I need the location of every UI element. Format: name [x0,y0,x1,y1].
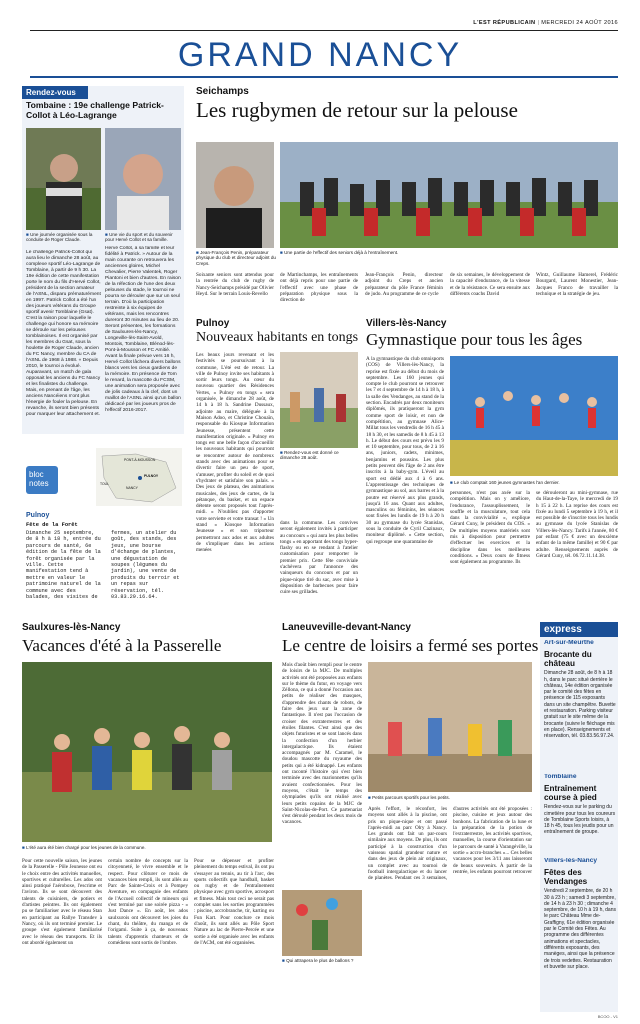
villers-section: Villers-lès-Nancy [366,318,447,329]
blocnotes-town: Pulnoy [26,512,50,519]
express-badge: express [540,622,618,637]
villers-headline: Gymnastique pour tous les âges [366,330,583,349]
pulnoy-col2: dans la commune. Les convives seront également invités à participer au concours « qui aura les plus belles tongs » en apportant des tongs hyper-flashy ou en se rendant à l'atelier customisation pour remporter le premier prix. Cette fête conviviale s'achèvera par l'annonce des vainqueurs du concours et par un pique-nique tiré du sac, avec mise à disposition de barbecues pour faire cuire ses grillades. [280,520,358,596]
caption-rugby-team: ■ Une partie de l'effectif des seniors déjà à l'entraînement. [280,250,399,255]
villers-col3: se dérouleront au mini-gymnase, rue du Haut-de-la-Taye, le mercredi de 19 h 15 à 22 h. La reprise des cours est fixée au lundi 5 septembre à 19 h, et il est possible de s'inscrire tous les lundis au gymnase du lycée Stanislas de Villers-lès-Nancy. Tarifs à l'année, 80 € par enfant (75 € avec un deuxième enfant de la même famille) et 90 € par adulte. Renseignements auprès de Gérard Cuny, tél. 06.72.11.14.38. [536,490,618,559]
seichamps-col2: de Martinchamps, les entraînements ont déjà repris pour une partie de l'effectif avec une phase de préparation physique sous la direction de [280,272,358,304]
photo-herve-collot [105,128,181,230]
blocnotes-word1: bloc [29,470,44,479]
laneuveville-col2: Après l'effort, le réconfort, les moyens sont allés à la piscine, ont pris un pique-nique et ont passé l'après-midi au parc Olry à Nancy. Les grands ont fait un par-cours similaire aux moyens. De plus, ils ont participé à la construction d'un vaisseau spatial grandeur nature et dans des jeux de plein air originaux, un complet avec au tournoi de football intergalactique et du lancer de planètes. Pendant ces 3 semaines, d'autres activités ont été proposées : piscine, cuisine et jeux autour des bonhons. La fabrication de la lune et la préparation de la potion de l'extraterrestre, les activités sportives, manuelles, la course d'orientation sur le parcours de santé à Varangéville, la sortie « accro-branches »... Ces belles vacances pour les 3/11 ans laisseront de beaux souvenirs. À partir de la rentrée, les enfants pourront retrouver [368,806,532,882]
rendezvous-body-right: Hervé Collot, à sa famille et leur fidélité à Patrick. » Autour de la main courante on retrouvera les anciennes gloires, Michel Chevalier, Pierre Valentek, Roger Piantoni et bien d'autres. En raison de la réfection de l'une des deux pelouses du stade, le tournoi ne pourra se dérouler que sur un seul terrain. D'où la participation restreinte à six équipes de vétérans, mais les rencontres dureront 30 minutes au lieu de 20. Seront présentes, les formations de Saulxures-lès-Nancy, Longeville-lès-Saint-Avold, Montois, Tomblaine, Blénod-lès-Pont-à-Mousson et FC Amitié. Avant la finale prévue vers 16 h, Hervé Collot lâchera divers ballons blancs vers les cieux gardiens de la mémoire. En présence de Tom le renard, la mascotte du FCSM, une animation sera proposée avec de jolis cadeaux à la clef, dont un maillot de l'ASNL ainsi qu'un ballon dédicacé par les joueurs pros de l'effectif 2016-2017. [105,246,181,413]
express-item-0-title: Brocante du château [544,650,592,669]
header-top-rule [30,30,618,31]
saulxures-section: Saulxures-lès-Nancy [22,622,121,633]
caption-rendezvous-1: ■ Une journée organisée sous la conduite de Roger Claude. [26,232,93,243]
header-strip [30,20,618,30]
seichamps-col3: Jean-François Penin, directeur adjoint du Creps et ancien préparateur du pôle France féminin de judo. Au programme de ce cycle [365,272,443,297]
location-map [96,448,182,506]
saulxures-col2: certain nombre de concepts sur la citoyenneté, le vivre ensemble et le respect. Pour clôturer ce mois de vacances bien rempli, ils sont allés au Parc de Sainte-Croix et à Pompey Aventure, en compagnie des enfants de l'Accueil collectif de mineurs qui s'est terminé par une soirée pizza - « Just Dance ». En août, les ados saulxurois ont découvert les joies du chant, du théâtre, du manga et de l'origami. Suite à ça, de nouveaux talents d'apprentis chanteurs et de comédiens sont sortis de l'ombre. [108,858,188,946]
blocnotes-event: Fête de la Forêt [26,522,78,528]
laneuveville-col1: Mois d'août bien rempli pour le centre de loisirs de la MJC. De multiples activités ont été proposées aux enfants sur le thème du futur, en voyage vers Zéllona, ce qui a donné l'occasion aux petits de réaliser des masques, d'apprendre des chants de robots, de faire des jeux sur la zone de fantastique. Il n'est pas l'occasion de croiser des extraterrestres et des étoiles filantes. C'est ainsi que des objets futuristes et se sont lancés dans la confection d'un herbier intergalactique. Ils étaient accompagnés par M. Caramel, le doudou mascotte du royaume des petits qui a été kidnappé. Les enfants ont raconté l'histoire qui s'est bien terminée avec des marionnettes qu'ils avaient confectionnées. Pour les moyens, c'était le temps des olympiades qu'ils ont réalisé avec leurs petits copains de la MJC de Saint-Nicolas-de-Port. Ce partenariat s'est déroulé pendant les deux mois de vacances. [282,662,362,826]
express-item-0-text: Dimanche 28 août, de 8 h à 18 h, dans le parc situé derrière le château, 14e édition organisée par le comité des fêtes en présence de 115 exposants dans un site champêtre. Buvette et restauration. Parking visiteur gratuit sur le site même de la brocante (suivre le fléchage mis en place). Renseignements et réservation, tél. 03.83.56.97.24. [544,670,616,740]
seichamps-col1: Soixante seniors sont attendus pour la rentrée du club de rugby de Nancy-Seichamps présidé par Olivier Heyd. Sur le terrain Louis-Revello [196,272,274,297]
photo-parcours-petits [368,662,532,792]
map-label-nancy: NANCY [126,486,138,490]
caption-penin: ■ Jean-François Penin, préparateur physique du club et directeur adjoint du Creps. [196,250,276,266]
express-item-0-loc: Art-sur-Meurthe [544,640,594,646]
seichamps-section: Seichamps [196,86,249,97]
express-item-1 [544,774,616,854]
seichamps-col5: Wintz, Guillaume Hamerel, Frédéric Bourgard, Laurent Monestier, Jean-Jacques Franco de travailler la technique et la stratégie de jeu. [536,272,618,297]
caption-villers: ■ Le club comptait 160 jeunes gymnastes l'an dernier. [450,480,560,485]
photo-penin-portrait [196,142,274,248]
newspaper-name: L'EST RÉPUBLICAIN [473,20,536,26]
rendezvous-title: Tombaine : 19e challenge Patrick-Collot à Léo-Lagrange [26,100,164,120]
express-item-2-text: Vendredi 2 septembre, de 20 h 30 à 23 h ; samedi 3 septembre, de 14 h à 23 h 30 ; dimanche 4 septembre, de 10 h à 19 h, dans le parc Château Mme de-Graffigny, 61e édition organisée par le Comité des Fêtes. Au programme des différentes animations et spectacles, différents exposants, des manèges, ainsi que la présence de trois vedettes. Restauration et buvette sur place. [544,888,616,970]
express-item-2-title: Fêtes des Vendanges [544,868,588,887]
publication-date: MERCREDI 24 AOÛT 2016 [541,20,618,26]
photo-rugby-team [280,142,618,248]
page-footer: BCOO - V1 [597,1014,618,1019]
photo-gymnastique [450,356,618,476]
pulnoy-col1: Les beaux jours revenant et les festivités se poursuivant à la commune, L'été est de retour. La ville de Pulnoy invite ses habitants à sortir leurs tongs. Au cœur du nouveau quartier des Résidences Vertes, « Pulnoy en tongs » sera organisée, le dimanche 28 août, de 14 h à 18 h. Sandrine Dussaux, adjointe au maire, déléguée à la Maison Adoo, et Christine Chouaïn, responsable du Kiosque Information Jeunesse, présentent cette manifestation originale. « Pulnoy en tongs est une belle façon d'accueillir les nouveaux habitants qui pourront se rencontrer autour de nombreux stands avec des animations pour se divertir faire un peu de sport, s'amuser, profiter du soleil et de quoi s'hydrater et satisfaire son palais. » Des jeux de plateau, des animations musicales, des jeux de cartes, de la pétanque, du basket, et un espace détente seront proposés tout l'après-midi. « N'oubliez pas d'apporter votre serviette et votre transat ! » Un stand « Kiosque Information Jeunesse » et son triporteur permettront aux ados et aux adultes de s'impliquer dans les actions menées [196,352,274,554]
caption-ballons: ■ Qui attrapera le plus de ballons ? [282,958,354,963]
header-paper-date: L'EST RÉPUBLICAIN | MERCREDI 24 AOÛT 2016 [473,20,618,26]
saulxures-col1: Pour cette nouvelle saison, les jeunes de la Passerelle - Pôle Jeunesse ont eu le choix entre des activités manuelles, sportives et culturelles. Les ados ont ainsi pratiqué l'aéroboxe, l'escrime et l'aviron. Ils se sont découvert des talents de cuisiniers, de potiers et d'artistes peintres. Ils ont également pu se familiariser avec le réseau Stan en participant au Rallye Transdev à Nancy, où ils ont terminé premier. Le groupe s'est également familiarisé avec le réseau des transports. Et ils ont abordé également un [22,858,102,946]
rendezvous-body-left: Le challenge Patrick-Collot qui aura lieu le dimanche 28 août, au complexe sportif Léo-Lagrange de Tomblaine, à partir de 9 h 30. La 19e édition de cette manifestation porte le nom du fils d'Hervé Collot, président de la section amateur de l'ASNL, disparu prématurément en 1997. Patrick Collot a été l'un des joueurs vétérans du Groupe sportif avenir Tomblaine (Gsat). C'est la raison pour laquelle le challenge qui honore sa mémoire se déroule sur les pelouses tomblainoises. Il est organisé par les membres du Gsat, sous la houlette de Roger Claude, ancien du FC Nancy, membre du CA de l'ASNL de 1968 à 1988. « Depuis 2010, le tournoi a évolué. Auparavant, un match de gala opposait les anciens du FC Nancy et les finalistes du challenge. Mais, en prenant de l'âge, les anciens Nancéiens n'ont plus l'énergie de fouler la pelouse. En revanche, ils seront bien présents pour marquer leur attachement et. [26,250,101,417]
laneuveville-headline: Le centre de loisirs a fermé ses portes [282,636,539,655]
caption-rendezvous-2: ■ Une vie du sport et du souvenir pour Hervé Collot et sa famille. [105,232,173,243]
saulxures-col3: Pour se dépenser et profiter pleinement du temps estival, ils ont pu s'essayer au tennis, au tir à l'arc, des sports collectifs que handball, basket ou rugby et de l'entraînement physique avec gym sportive, acrosport et fitness. Mais tout ceci ne serait pas complet sans les sorties programmées : piscine, accrobranche, tir, karting ou Fun Kart. Pour conclure ce mois d'août, ils sont allés au Pôle Sport Nature au lac de Pierre-Percée et une sortie a été organisée avec les enfants de l'ACM, ont été organisées. [194,858,274,946]
caption-pulnoy: ■ Rendez-vous est donné ce dimanche 28 août. [280,450,339,461]
section-title: GRAND NANCY [177,36,463,74]
seichamps-headline: Les rugbymen de retour sur la pelouse [196,98,518,122]
photo-pulnoy-tongs [280,352,358,448]
map-label-pulnoy: PULNOY [144,474,159,478]
photo-roger-claude [26,128,101,230]
photo-balloon-catch [282,890,362,956]
blocnotes-word2: notes [29,479,49,488]
laneuveville-section: Laneuveville-devant-Nancy [282,622,411,633]
pulnoy-headline: Nouveaux habitants en tongs [196,330,359,345]
photo-passerelle-group [22,662,272,842]
rendezvous-badge: Rendez-vous [22,86,88,99]
map-label-toul: TOUL [100,482,109,486]
express-item-2 [544,858,616,1008]
express-item-0 [544,640,616,758]
map-label-pont-a-mousson: PONT-À-MOUSSON [124,458,156,462]
caption-saulxures: ■ L'été aura été bien chargé pour les jeunes de la commune. [22,845,146,850]
villers-col2: personnes, n'est pas axée sur la compétition. Mais on y améliore, l'endurance, l'assouplissement, le souffle et la musculature, tout cela dans la convivialité », explique Gérard Cuny, le président du COS. « De multiples moyens matériels sont mis à disposition pour permettre d'effectuer les exercices et la discipline dans les meilleures conditions. » Deux cours de fitness sont également au programme. Ils [450,490,530,566]
blocnotes-text: Dimanche 25 septembre, de 8 h à 18 h, entrée du parcours de santé, 6e édition de la fête de la forêt organisée par la ville. Cette manifestation tend à mettre en valeur le patrimoine naturel de la commune avec des balades, des visites de fermes, un atelier du goût, des stands, des jeux, une bourse d'échange de plantes, une dégustation de soupes (légumes du jardin), une vente de produits du terroir et un repas sur réservation, tél. 03.83.29.16.64. [26,530,180,601]
express-item-1-title: Entraînement course à pied [544,784,597,803]
express-item-2-loc: Villers-lès-Nancy [544,858,598,864]
express-item-1-loc: Tomblaine [544,774,577,780]
pulnoy-section: Pulnoy [196,318,230,329]
header-bottom-rule [30,76,618,78]
express-item-1-text: Rendez-vous sur le parking du cimetière pour tous les coureurs de Tomblaine Sports loisirs, à 18 h 45, tous les jeudis pour un entraînement de groupe. [544,804,616,836]
saulxures-headline: Vacances d'été à la Passerelle [22,636,222,655]
seichamps-col4: de six semaines, le développement de la capacité d'endurance, de la vitesse et de la résistance. Ce sera ensuite aux différents coachs David [450,272,530,297]
caption-parcours: ■ Petits parcours sportifs pour les petits. [368,795,450,800]
villers-col1: À la gymnastique du club omnisports (COS) de Villers-lès-Nancy, la reprise est fixée au début du mois de septembre. Les 160 jeunes qui compte le club pourront se retrouver les 7 et 4 septembre de 14 h à 18 h, à la salle des Vendanges, au stand de la section. Encadrés par deux moniteurs diplômés, ils pratiqueront la gym comme sport de loisir, et non de compétition, au gymnase Alice-Millat tous les vendredis de 16 h 45 à 18 h 30, et les samedis de 8 h 45 à 13 h. Le début des cours est prévu les 9 et 10 septembre, pour tous, de 2 à 16 ans, juniors, cadets, minimes, benjamins et poussins. Les plus petits peuvent dès l'âge de 2 ans être inscrits à la baby-gym. L'éveil au sport est dédié aux 4 à 6 ans. L'apprentissage des techniques de gymnastique au sol, aux barres et à la poutre est réservé aux plus grands, jusqu'à 16 ans. Quant aux adultes, masculins ou féminins, les séances sont fixées les lundis de 19 h à 20 h 30 au gymnase du lycée Stanislas, sous la conduite de Cyril Cazinaux, moniteur diplômé. « Cette section, qui regroupe une quarantaine de [366,356,444,545]
blocnotes-badge [26,466,58,494]
